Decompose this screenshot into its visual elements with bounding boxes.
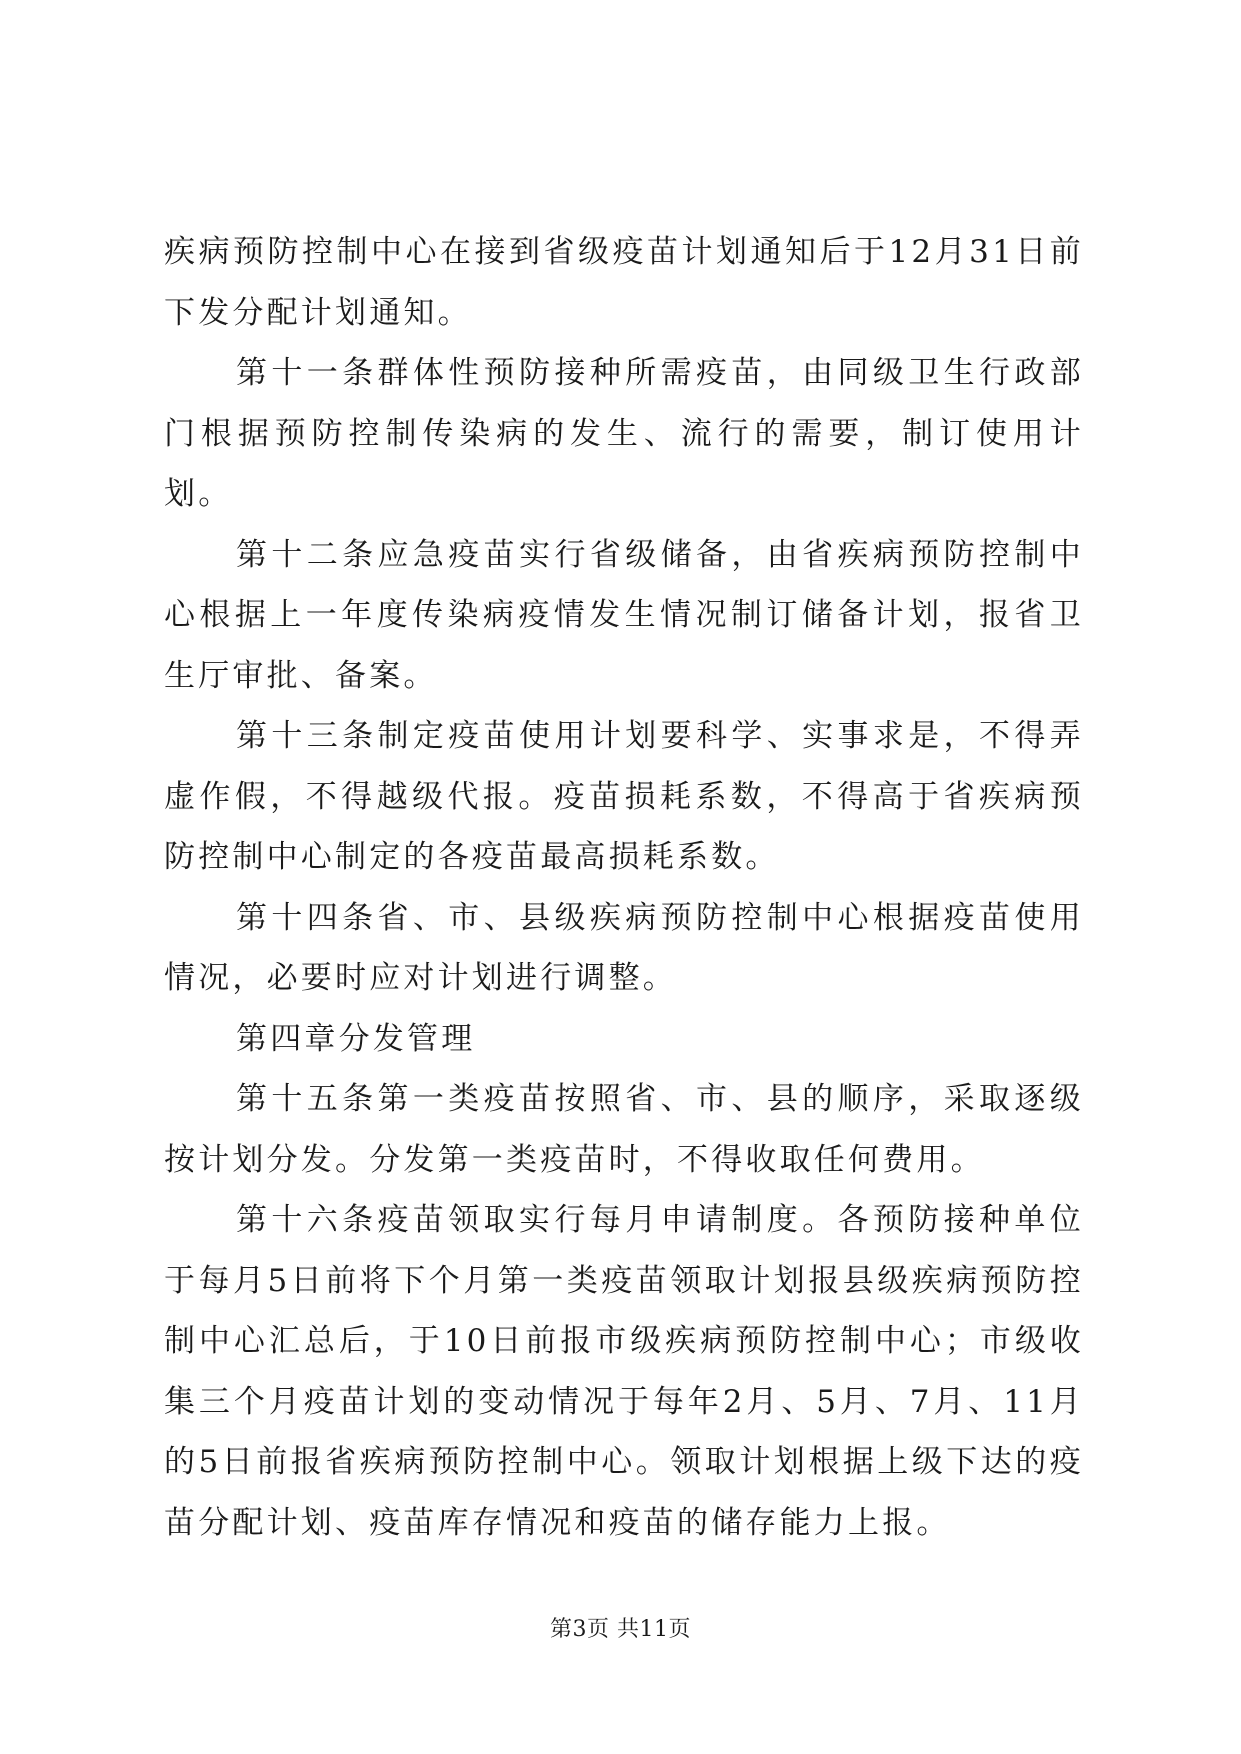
chapter-heading: 第四章分发管理 — [236, 1020, 476, 1057]
document-body — [164, 222, 1084, 1553]
paragraph-article-15: 第十五条第一类疫苗按照省、市、县的顺序，采取逐级按计划分发。分发第一类疫苗时，不得收取任何费用。 — [164, 1081, 1084, 1178]
paragraph-article-14: 第十四条省、市、县级疾病预防控制中心根据疫苗使用情况，必要时应对计划进行调整。 — [164, 899, 1084, 996]
page-number-footer: 第3页 共11页 — [550, 1617, 691, 1642]
paragraph-article-11: 第十一条群体性预防接种所需疫苗，由同级卫生行政部门根据预防控制传染病的发生、流行的需要，制订使用计划。 — [164, 355, 1084, 512]
paragraph-article-13: 第十三条制定疫苗使用计划要科学、实事求是，不得弄虚作假，不得越级代报。疫苗损耗系数，不得高于省疾病预防控制中心制定的各疫苗最高损耗系数。 — [164, 718, 1084, 875]
paragraph-article-12: 第十二条应急疫苗实行省级储备，由省疾病预防控制中心根据上一年度传染病疫情发生情况制订储备计划，报省卫生厅审批、备案。 — [164, 536, 1084, 694]
paragraph-continuation: 疾病预防控制中心在接到省级疫苗计划通知后于12月31日前下发分配计划通知。 — [164, 234, 1084, 331]
paragraph-article-16: 第十六条疫苗领取实行每月申请制度。各预防接种单位于每月5日前将下个月第一类疫苗领取计划报县级疾病预防控制中心汇总后，于10日前报市级疾病预防控制中心；市级收集三个月疫苗计划的变动情况于每年2月、5月、7月、11月的5日前报省疾病预防控制中心。领取计划根据上级下达的疫苗分配计划、疫苗库存情况和疫苗的储存能力上报。 — [164, 1202, 1084, 1541]
